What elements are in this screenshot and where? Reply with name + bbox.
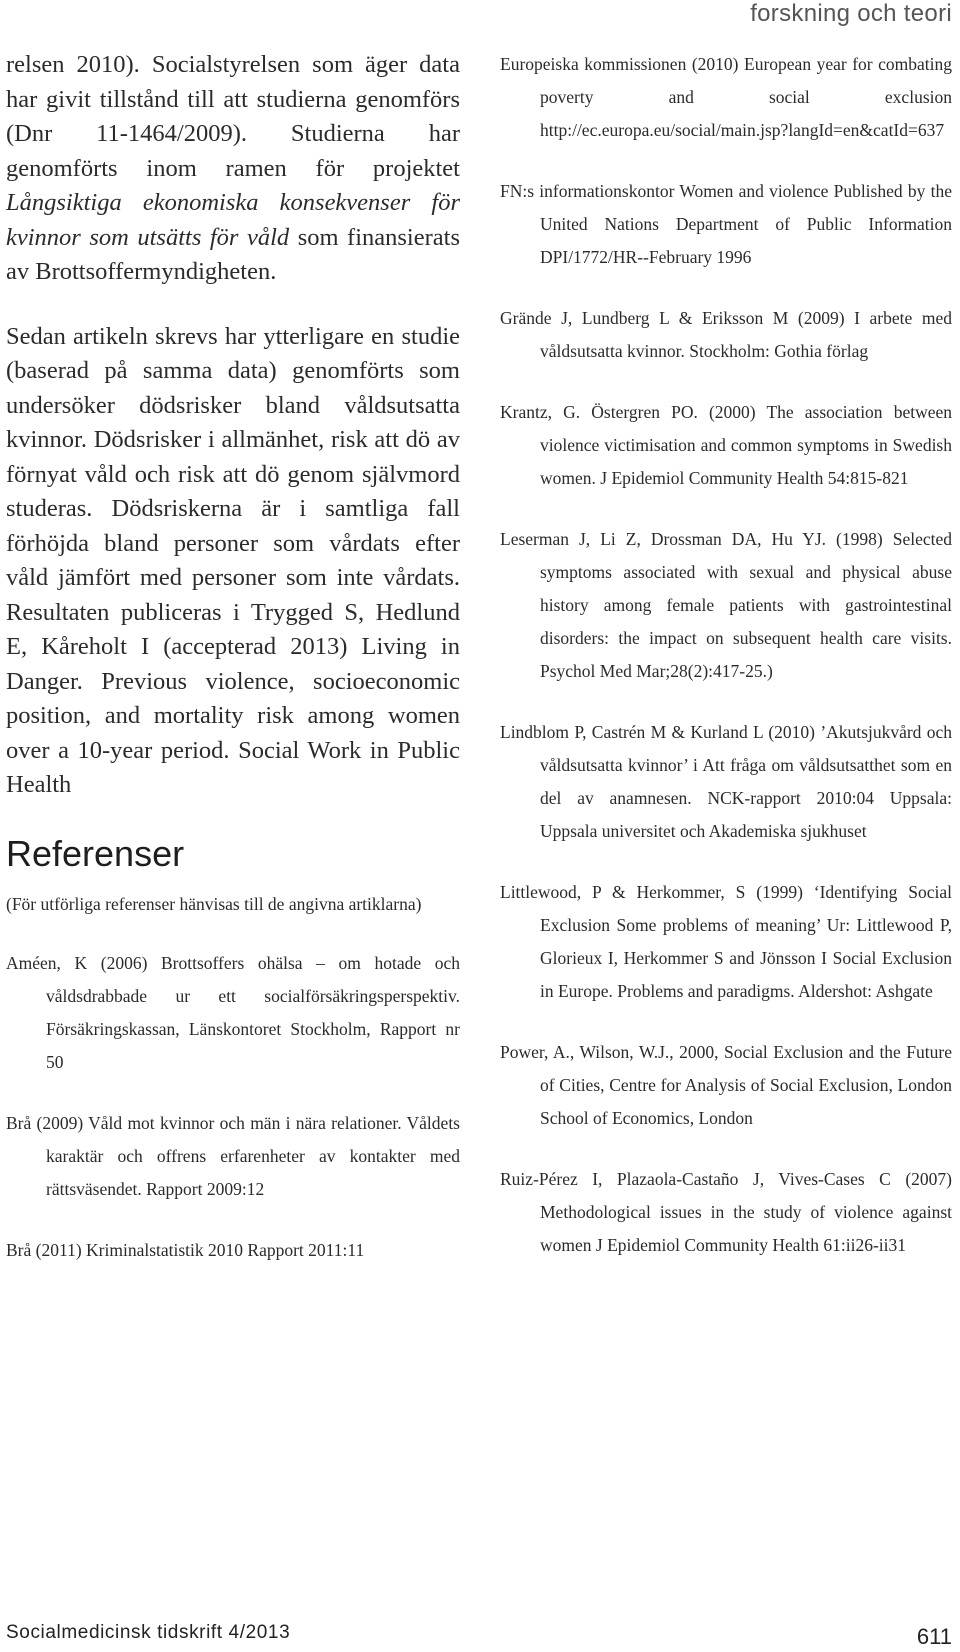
body-paragraph-1 [6, 48, 460, 290]
reference-item: FN:s informationskontor Women and violence Published by the United Nations Department of Public Information DPI/1772/HR--February 1996 [500, 181, 952, 267]
reference-item: Littlewood, P & Herkommer, S (1999) ‘Identifying Social Exclusion Some problems of meaning’ Ur: Littlewood P, Glorieux I, Herkommer S and Jönsson I Social Exclusion in Europe. Problems and paradigms. Aldershot: Ashgate [500, 882, 952, 1001]
reference-item: Leserman J, Li Z, Drossman DA, Hu YJ. (1998) Selected symptoms associated with sexual and physical abuse history among female patients with gastrointestinal disorders: the impact on subsequent health care visits. Psychol Med Mar;28(2):417-25.) [500, 529, 952, 681]
running-header: forskning och teori [750, 0, 952, 27]
paragraph-1-text-b: som finansierats av Brottsoffermyndigheten. [6, 223, 460, 285]
page-number: 611 [916, 1624, 952, 1649]
left-column [6, 48, 460, 1295]
reference-item: Power, A., Wilson, W.J., 2000, Social Exclusion and the Future of Cities, Centre for Analysis of Social Exclusion, London School of Economics, London [500, 1042, 952, 1128]
paragraph-1-text-a: relsen 2010). Socialstyrelsen som äger data har givit tillstånd till att studierna genomförs (Dnr 11-1464/2009). Studierna har genomförts inom ramen för projektet [6, 51, 460, 182]
reference-item: Grände J, Lundberg L & Eriksson M (2009) I arbete med våldsutsatta kvinnor. Stockholm: Gothia förlag [500, 308, 952, 361]
right-column [500, 48, 952, 1290]
references-heading: Referenser [6, 832, 185, 874]
reference-item: Ruiz-Pérez I, Plazaola-Castaño J, Vives-Cases C (2007) Methodological issues in the study of violence against women J Epidemiol Community Health 61:ii26-ii31 [500, 1169, 952, 1255]
reference-item: Brå (2011) Kriminalstatistik 2010 Rapport 2011:11 [6, 1239, 365, 1260]
reference-item: Brå (2009) Våld mot kvinnor och män i nära relationer. Våldets karaktär och offrens erfarenheter av kontakter med rättsväsendet. Rapport 2009:12 [6, 1112, 460, 1199]
body-paragraph-2: Sedan artikeln skrevs har ytterligare en studie (baserad på samma data) genomförts som undersöker dödsrisker bland våldsutsatta kvinnor. Dödsrisker i allmänhet, risk att dö av förnyat våld och risk att dö genom självmord studeras. Dödsriskerna är i samtliga fall förhöjda bland personer som vårdats efter våld jämfört med personer som inte vårdats. Resultaten publiceras i Trygged S, Hedlund E, Kåreholt I (accepterad 2013) Living in Danger. Previous violence, socioeconomic position, and mortality risk among women over a 10-year period. Social Work in Public Health [6, 322, 460, 798]
right-reference-list [500, 48, 952, 1262]
journal-footer: Socialmedicinsk tidskrift 4/2013 [6, 1622, 291, 1643]
left-reference-list [6, 947, 460, 1267]
references-note: (För utförliga referenser hänvisas till de angivna artiklarna) [6, 893, 422, 914]
reference-item: Lindblom P, Castrén M & Kurland L (2010) ’Akutsjukvård och våldsutsatta kvinnor’ i Att fråga om våldsutsatthet som en del av anamnesen. NCK-rapport 2010:04 Uppsala: Uppsala universitet och Akademiska sjukhuset [500, 722, 952, 841]
reference-item: Europeiska kommissionen (2010) European year for combating poverty and social exclusion http://ec.europa.eu/social/main.jsp?langId=en&catId=637 [500, 54, 952, 140]
project-title-italic: Långsiktiga ekonomiska konsekvenser för kvinnor som utsätts för våld [6, 189, 460, 251]
reference-item: Krantz, G. Östergren PO. (2000) The association between violence victimisation and common symptoms in Swedish women. J Epidemiol Community Health 54:815-821 [500, 402, 952, 488]
reference-item: Améen, K (2006) Brottsoffers ohälsa – om hotade och våldsdrabbade ur ett socialförsäkringsperspektiv. Försäkringskassan, Länskontoret Stockholm, Rapport nr 50 [6, 952, 460, 1072]
